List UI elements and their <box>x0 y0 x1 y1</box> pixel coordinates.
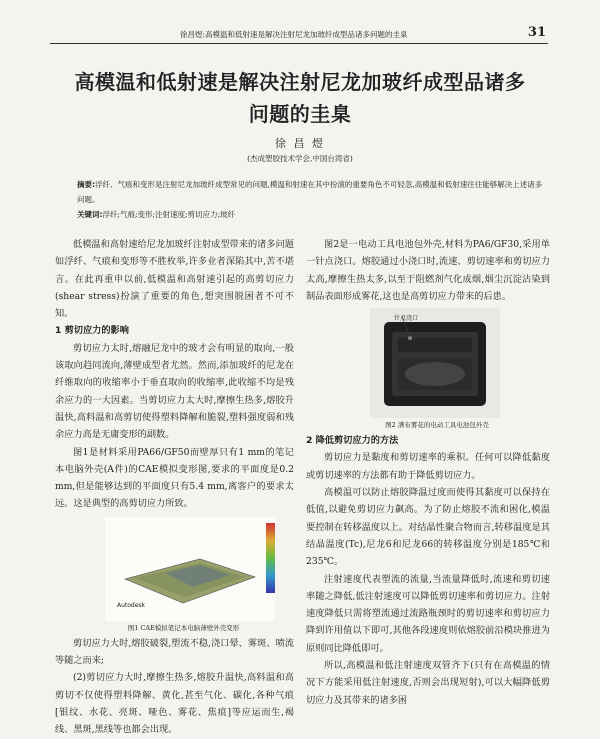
section2-paragraph: 注射速度代表塑流的流量,当流量降低时,流速和剪切速率随之降低,低注射速度可以降低剪切速率和剪切应力。注射速度降低只需将塑流通过流路瓶颈时的剪切速率和剪切应力降到许用值以下即可,其他各段速度则依熔胶前沿模块推进为原则同比降低即可。 <box>306 573 550 654</box>
abstract-text: 浮纤、气痕和变形是注射尼龙加玻纤成型常见的问题,模温和射速在其中扮演的重要角色不可轻忽,高模温和低射速往往能够解决上述诸多问题。 <box>77 180 543 204</box>
figure1-caption: 图1 CAE模拟笔记本电脑薄壁外壳变形 <box>127 623 240 632</box>
abstract-block <box>77 177 547 222</box>
figure2-gate-label: 针点浇口 <box>394 315 419 323</box>
keywords-text: 浮纤;气痕;变形;注射速度;剪切应力;玻纤 <box>102 210 236 219</box>
intro-paragraph: 低模温和高射速给尼龙加玻纤注射成型带来的诸多问题如浮纤、气痕和变形等不胜枚举,许多业者深陷其中,苦不堪言。在此再重申以前,低模温和高射速引起的高剪切应力(shear stress)扮演了重要的角色,想突围脱困者不可不知。 <box>55 239 294 320</box>
section1-paragraph: 剪切应力太时,熔融尼龙中的玻才会有明显的取向,一般该取向趋同流向,薄壁成型者尤然。然而,添加玻纤的尼龙在纤维取向的收缩率小于垂直取向的收缩率,此收缩不均是残余应力的一大因素。当剪切应力太大时,摩擦生热多,熔胶升温快,高料温和高剪切使得塑料降解和脆裂,塑料强度弱和残余应力高是无庸变形的副数。 <box>55 342 294 441</box>
figure1-software-tag: Autodesk <box>117 601 146 609</box>
left-column <box>55 236 294 739</box>
abstract-label: 摘要: <box>77 180 95 189</box>
keywords <box>77 207 547 222</box>
right-column <box>306 236 550 709</box>
cae-color-legend <box>266 523 275 593</box>
running-header <box>50 27 548 44</box>
abstract <box>77 177 547 207</box>
figure2-photo <box>370 308 500 418</box>
right-paragraph: 图2是一电动工具电池包外壳,材料为PA6/GF30,采用单一针点浇口。熔胶通过小浇口时,流速、剪切速率和剪切应力太高,摩擦生热太多,以至于阻燃剂气化成烟,烟尘沉淀沾染到制品表面形成雾花,这也是高剪切应力带来的后患。 <box>306 239 550 302</box>
keywords-label: 关键词: <box>77 210 103 219</box>
article-title-line1: 高模温和低射速是解决注射尼龙加玻纤成型品诸多 <box>74 70 526 94</box>
author: 徐 昌 煜 <box>275 137 325 150</box>
section1-paragraph: (2)剪切应力大时,摩擦生热多,熔胶升温快,高料温和高剪切不仅使得塑料降解、黄化,甚至气化、碳化,各种气痕[银纹、水花、亮斑、哑色、雾花、焦痕]等应运而生,褐线、黑斑,黑线等也都会出现。 <box>55 672 294 736</box>
page-number: 31 <box>527 25 546 40</box>
section1-paragraph: 图1是材料采用PA66/GF50而壁厚只有1 mm的笔记本电脑外壳(A件)的CAE模拟变形图,要求的平面度是0.2 mm,但是能够达到的平面度只有5.4 mm,离客户的要求太远。这是典型的高剪切应力所致。 <box>55 446 294 510</box>
affiliation: (杰成塑胶技术学会,中国台湾省) <box>247 154 353 163</box>
figure2-caption: 图2 满布雾花的电动工具电池包外壳 <box>385 421 489 430</box>
section1-heading: 1 剪切应力的影响 <box>55 325 129 337</box>
figure1-cae-image <box>105 517 275 621</box>
battery-housing-graphic <box>370 308 500 418</box>
section1-paragraph: 剪切应力大时,熔胶破裂,塑流不稳,浇口晕、雾斑、喷流等随之而来; <box>55 637 294 667</box>
section2-paragraph: 所以,高模温和低注射速度双管齐下(只有在高模温的情况下方能采用低注射速度,否则会出现短射),可以大幅降低剪切应力及其带来的诸多困 <box>306 660 550 706</box>
running-title: 徐昌煜:高模温和低射速是解决注射尼龙加玻纤成型品诸多问题的圭臬 <box>180 30 408 39</box>
section2-paragraph: 剪切应力是黏度和剪切速率的乘积。任何可以降低黏度或剪切速率的方法都有助于降低剪切应力。 <box>306 452 550 481</box>
section2-heading: 2 降低剪切应力的方法 <box>306 435 399 447</box>
section2-paragraph: 高模温可以防止熔胶降温过度而使得其黏度可以保持在低值,以避免剪切应力飙高。为了防止熔胶不流和困化,模温要控制在转移温度以上。对结晶性聚合物而言,转移温度是其结晶温度(Tc),尼龙6和尼龙66的转移温度分别是185℃和235℃。 <box>306 487 550 568</box>
article-title-line2: 问题的圭臬 <box>248 102 352 126</box>
